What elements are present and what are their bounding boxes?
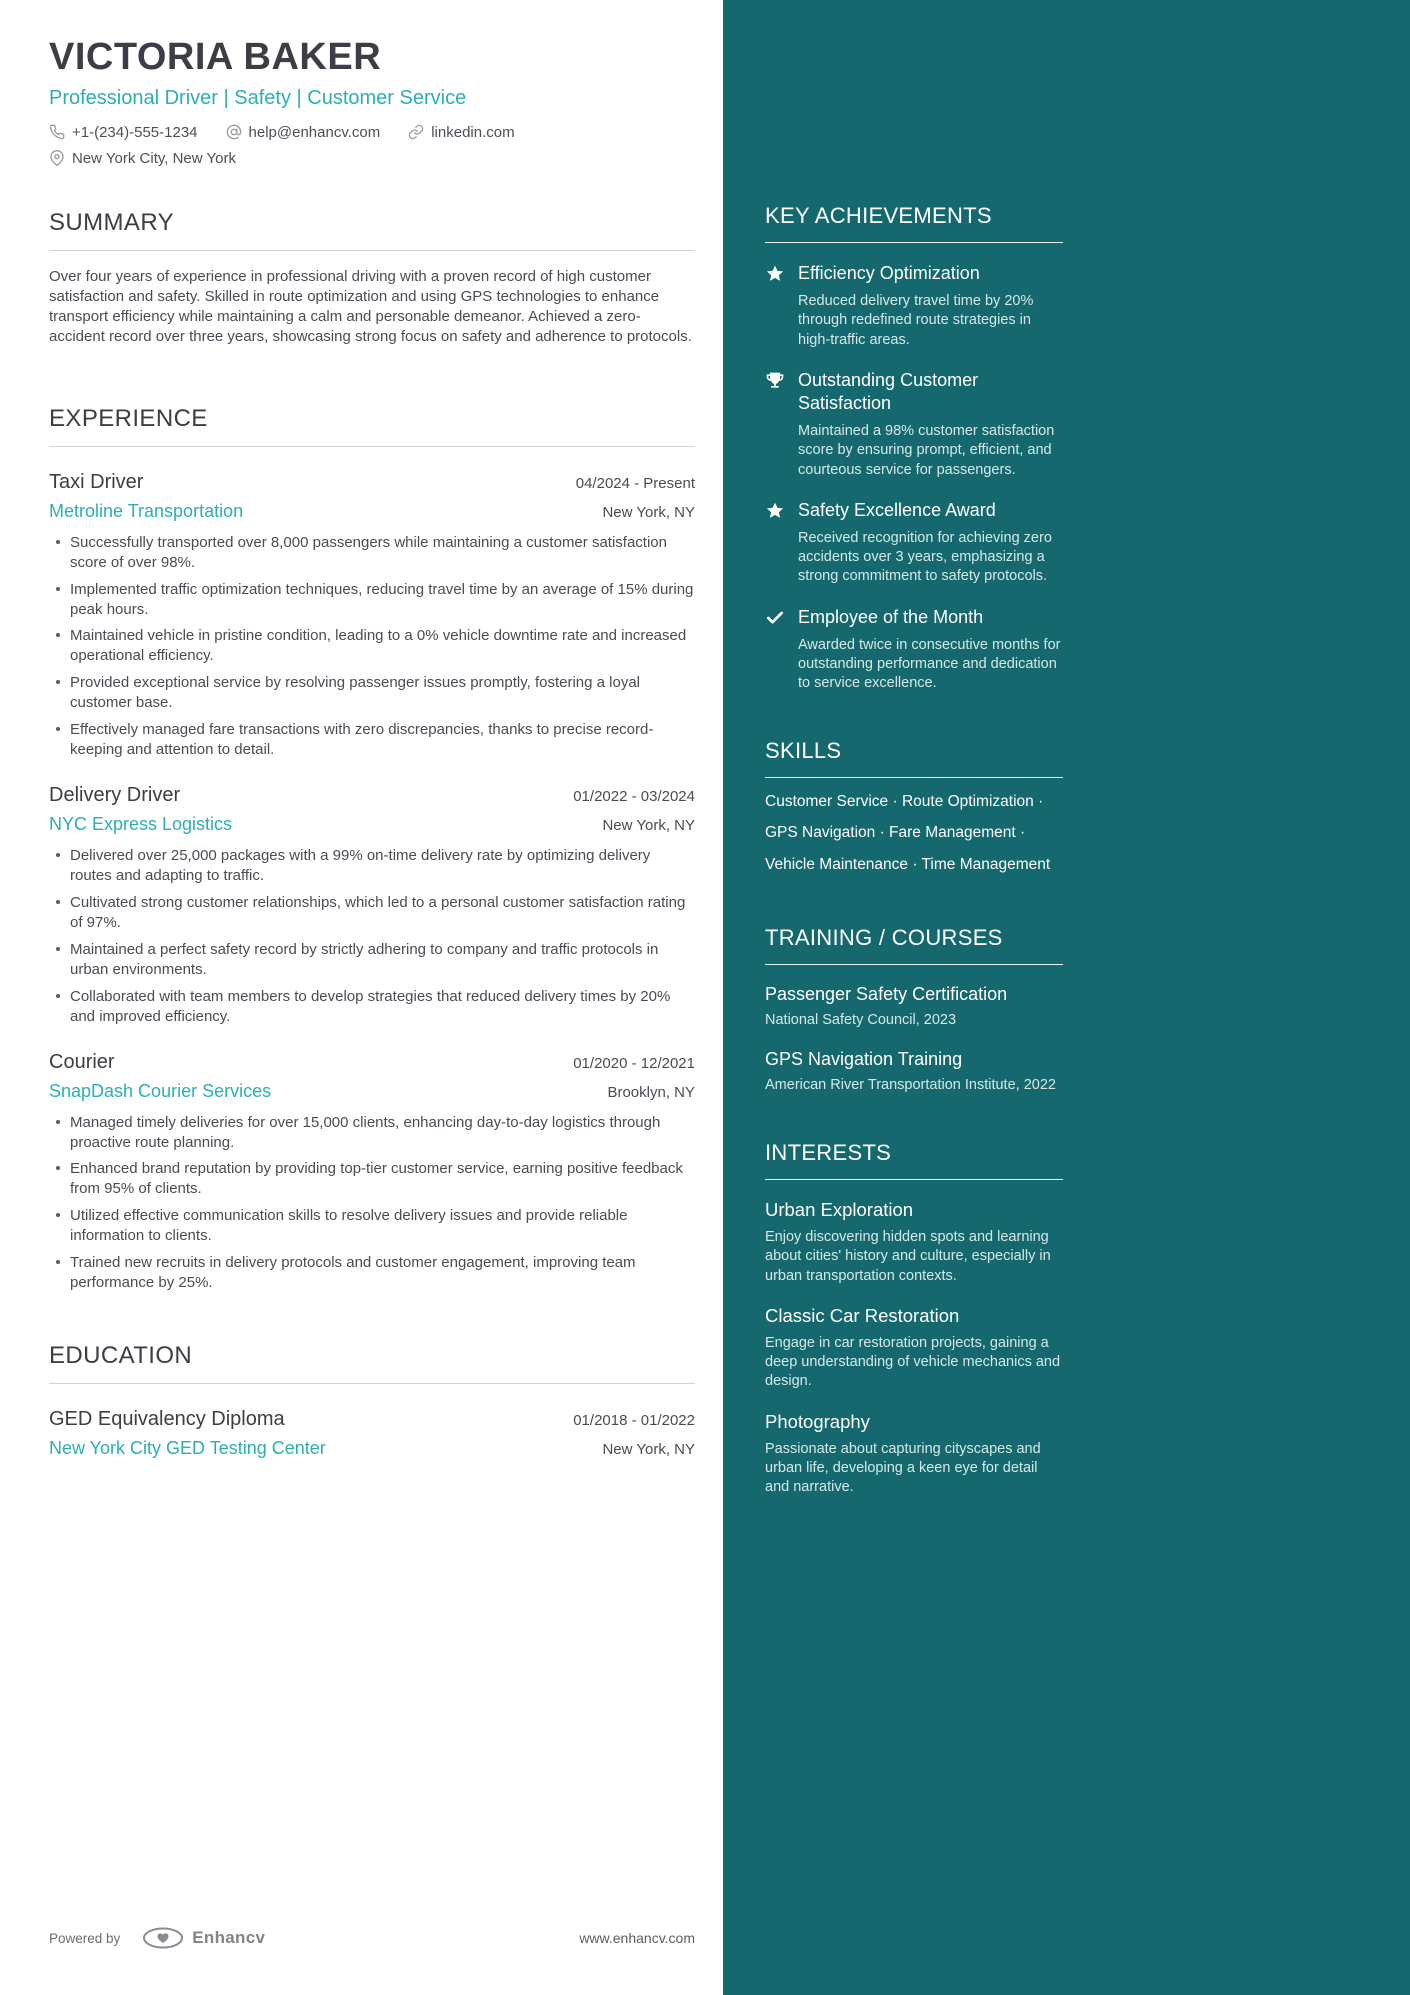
footer-url-link[interactable]: www.enhancv.com — [579, 1930, 695, 1946]
experience-entry — [49, 784, 695, 1027]
achievement-title: Safety Excellence Award — [798, 499, 996, 520]
star-icon — [765, 501, 785, 521]
bullet-item: Delivered over 25,000 packages with a 99% on-time delivery rate by optimizing delivery routes and adapting to traffic. — [70, 846, 695, 886]
bullet-item: Enhanced brand reputation by providing top-tier customer service, earning positive feedback from 95% of clients. — [70, 1159, 695, 1199]
achievement-item — [765, 369, 1063, 480]
sidebar — [723, 0, 1410, 1995]
job-bullets — [49, 846, 695, 1027]
achievement-body — [798, 606, 1063, 694]
course-title: GPS Navigation Training — [765, 1049, 963, 1070]
candidate-name: VICTORIA BAKER — [49, 36, 382, 78]
sidebar-content — [765, 203, 1063, 1497]
interest-item — [765, 1305, 1063, 1392]
phone-number: +1-(234)-555-1234 — [72, 123, 198, 141]
achievement-text: Awarded twice in consecutive months for outstanding performance and dedication to service excellence. — [798, 636, 1061, 692]
bullet-item: Trained new recruits in delivery protocols and customer engagement, improving team performance by 25%. — [70, 1253, 695, 1293]
bullet-item: Cultivated strong customer relationships, which led to a personal customer satisfaction rating of 97%. — [70, 893, 695, 933]
job-bullets — [49, 1113, 695, 1294]
course-org: National Safety Council, 2023 — [765, 1011, 957, 1028]
summary-text: Over four years of experience in professional driving with a proven record of high customer satisfaction and safety. Skilled in route optimization and using GPS technologies to enhance transport efficiency while maintaining a calm and personable demeanor. Achieved a zero-accident record over three years, showcasing strong focus on safety and adherence to protocols. — [49, 267, 692, 346]
interest-text: Engage in car restoration projects, gaining a deep understanding of vehicle mechanics and design. — [765, 1334, 1061, 1390]
achievements-heading: KEY ACHIEVEMENTS — [765, 203, 1063, 243]
bullet-item: Provided exceptional service by resolving passenger issues promptly, fostering a loyal customer base. — [70, 673, 695, 713]
job-title: Delivery Driver — [49, 784, 181, 807]
job-title: Courier — [49, 1050, 115, 1073]
achievement-body — [798, 499, 1063, 587]
achievement-body — [798, 369, 1063, 480]
interest-text: Passionate about capturing cityscapes and urban life, developing a keen eye for detail and narrative. — [765, 1440, 1041, 1496]
achievement-item — [765, 262, 1063, 350]
summary-section — [49, 209, 695, 363]
course-org: American River Transportation Institute, 2022 — [765, 1077, 1056, 1094]
skills-list: Customer Service · Route Optimization · GPS Navigation · Fare Management · Vehicle Maintenance · Time Management — [765, 792, 1051, 874]
skills-heading: SKILLS — [765, 738, 1063, 778]
interest-title: Urban Exploration — [765, 1198, 914, 1220]
powered-by-label: Powered by — [49, 1930, 121, 1946]
email-icon — [226, 124, 242, 140]
page-footer — [49, 1857, 695, 1949]
job-subheader — [49, 1081, 695, 1102]
email-link[interactable] — [226, 124, 381, 141]
company-name: SnapDash Courier Services — [49, 1080, 272, 1101]
training-heading: TRAINING / COURSES — [765, 925, 1063, 965]
education-location: New York, NY — [602, 1441, 695, 1459]
training-section — [765, 925, 1063, 1096]
interests-section — [765, 1140, 1063, 1498]
achievement-item — [765, 606, 1063, 694]
education-section — [49, 1342, 695, 1459]
bullet-item: Maintained vehicle in pristine condition, leading to a 0% vehicle downtime rate and increased operational efficiency. — [70, 626, 695, 666]
resume-header — [49, 36, 695, 167]
course-item — [765, 1049, 1063, 1096]
phone-contact — [49, 124, 198, 141]
contact-info — [49, 124, 695, 167]
education-dates: 01/2018 - 01/2022 — [573, 1412, 695, 1430]
website-url: linkedin.com — [431, 123, 515, 141]
achievement-item — [765, 499, 1063, 587]
job-subheader — [49, 501, 695, 522]
job-location: Brooklyn, NY — [607, 1083, 695, 1101]
bullet-item: Maintained a perfect safety record by strictly adhering to company and traffic protocols in urban environments. — [70, 940, 695, 980]
bullet-item: Implemented traffic optimization techniques, reducing travel time by an average of 15% during peak hours. — [70, 580, 694, 618]
achievement-title: Employee of the Month — [798, 606, 984, 627]
phone-icon — [49, 124, 65, 140]
link-icon — [408, 124, 424, 140]
experience-entry — [49, 1051, 695, 1294]
interest-title: Photography — [765, 1410, 870, 1432]
bullet-item: Effectively managed fare transactions with zero discrepancies, thanks to precise record-keeping and attention to detail. — [70, 720, 695, 760]
location-contact — [49, 150, 695, 167]
star-icon — [765, 264, 785, 284]
job-bullets — [49, 533, 695, 760]
achievements-section — [765, 203, 1063, 694]
enhancv-logo-icon — [142, 1927, 184, 1949]
summary-heading: SUMMARY — [49, 209, 695, 251]
website-link[interactable] — [408, 124, 514, 141]
job-title: Taxi Driver — [49, 470, 144, 493]
experience-heading: EXPERIENCE — [49, 405, 695, 447]
bullet-item: Utilized effective communication skills to resolve delivery issues and provide reliable information to clients. — [70, 1206, 695, 1246]
enhancv-wordmark: Enhancv — [192, 1928, 266, 1947]
course-item — [765, 984, 1063, 1031]
job-header — [49, 784, 695, 807]
achievement-text: Received recognition for achieving zero accidents over 3 years, emphasizing a strong commitment to safety protocols. — [798, 529, 1052, 585]
interests-heading: INTERESTS — [765, 1140, 1063, 1180]
education-subheader — [49, 1438, 695, 1459]
enhancv-brand-link[interactable] — [142, 1927, 265, 1949]
experience-section — [49, 405, 695, 1300]
education-entry — [49, 1408, 695, 1459]
experience-entry — [49, 471, 695, 760]
job-location: New York, NY — [602, 503, 695, 521]
location-text: New York City, New York — [72, 149, 236, 167]
job-header — [49, 1051, 695, 1074]
company-name: Metroline Transportation — [49, 500, 244, 521]
achievement-body — [798, 262, 1063, 350]
job-dates: 01/2022 - 03/2024 — [573, 788, 695, 806]
achievement-title: Outstanding Customer Satisfaction — [798, 369, 979, 413]
email-address: help@enhancv.com — [248, 123, 381, 141]
school-name: New York City GED Testing Center — [49, 1438, 326, 1459]
degree-title: GED Equivalency Diploma — [49, 1408, 285, 1431]
candidate-title: Professional Driver | Safety | Customer Service — [49, 86, 467, 109]
bullet-item: Successfully transported over 8,000 passengers while maintaining a customer satisfaction score of over 98%. — [70, 533, 695, 573]
interest-item — [765, 1199, 1063, 1286]
location-pin-icon — [49, 150, 65, 166]
interest-title: Classic Car Restoration — [765, 1304, 960, 1326]
company-name: NYC Express Logistics — [49, 814, 233, 835]
course-title: Passenger Safety Certification — [765, 983, 1008, 1004]
interest-text: Enjoy discovering hidden spots and learning about cities' history and culture, especially in urban transportation contexts. — [765, 1228, 1051, 1284]
achievement-title: Efficiency Optimization — [798, 263, 980, 283]
education-header — [49, 1408, 695, 1431]
bullet-item: Collaborated with team members to develop strategies that reduced delivery times by 20% and improved efficiency. — [70, 987, 695, 1027]
job-dates: 04/2024 - Present — [575, 474, 695, 492]
bullet-item: Managed timely deliveries for over 15,000 clients, enhancing day-to-day logistics through proactive route planning. — [70, 1113, 695, 1153]
job-location: New York, NY — [602, 817, 695, 835]
job-dates: 01/2020 - 12/2021 — [573, 1054, 695, 1072]
interest-item — [765, 1411, 1063, 1498]
skills-section — [765, 738, 1063, 881]
job-subheader — [49, 814, 695, 835]
check-icon — [765, 608, 785, 628]
achievement-text: Reduced delivery travel time by 20% through redefined route strategies in high-traffic areas. — [798, 293, 1034, 348]
trophy-icon — [765, 371, 785, 391]
education-heading: EDUCATION — [49, 1342, 695, 1384]
achievement-text: Maintained a 98% customer satisfaction score by ensuring prompt, efficient, and courteous service for passengers. — [798, 422, 1055, 478]
job-header — [49, 471, 695, 494]
